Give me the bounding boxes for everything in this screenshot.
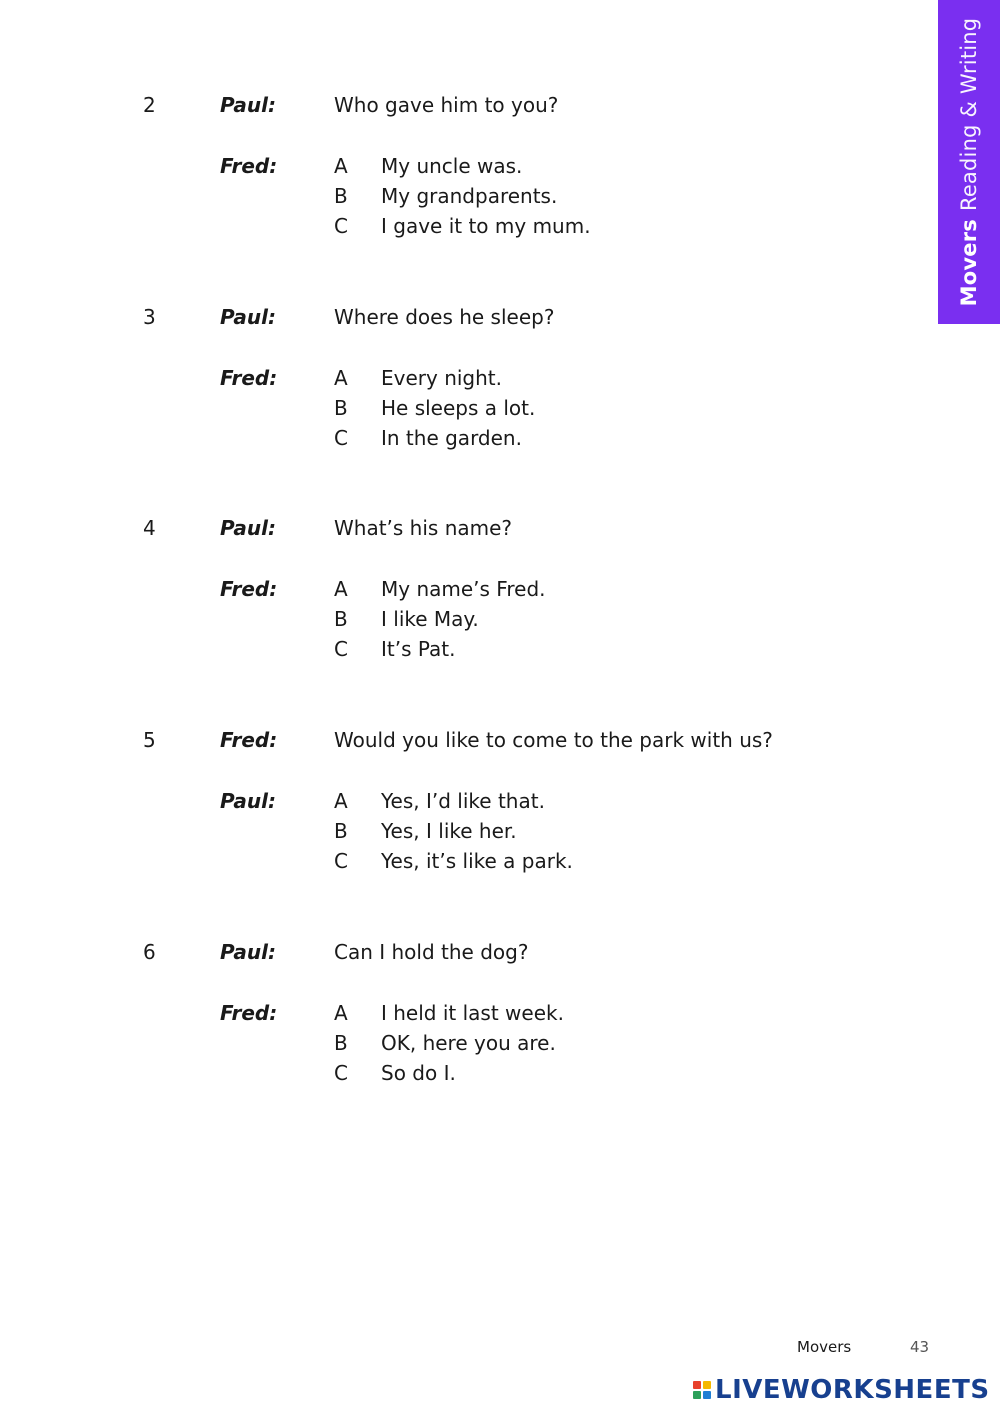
speaker-label: Paul:	[220, 305, 276, 329]
question-prompt-row	[0, 90, 938, 120]
option-text: So do I.	[381, 1061, 456, 1085]
question-prompt-row	[0, 302, 938, 332]
option-letter: B	[334, 1031, 348, 1055]
option-letter: B	[334, 184, 348, 208]
answer-option-c[interactable]	[0, 423, 938, 453]
responder-label: Fred:	[220, 366, 278, 390]
option-text: Yes, it’s like a park.	[381, 849, 573, 873]
question-prompt-row	[0, 937, 938, 967]
question-prompt: Can I hold the dog?	[334, 940, 529, 964]
answer-option-b[interactable]	[0, 604, 938, 634]
answer-option-a[interactable]	[0, 363, 938, 393]
option-letter: C	[334, 849, 348, 873]
question-number: 5	[143, 728, 156, 752]
question-prompt-row	[0, 513, 938, 543]
logo-text: LIVEWORKSHEETS	[715, 1375, 990, 1405]
option-letter: C	[334, 214, 348, 238]
question-prompt: Where does he sleep?	[334, 305, 555, 329]
option-text: My uncle was.	[381, 154, 523, 178]
option-letter: C	[334, 426, 348, 450]
question-prompt: What’s his name?	[334, 516, 513, 540]
question-prompt: Would you like to come to the park with us?	[334, 728, 773, 752]
option-letter: A	[334, 366, 348, 390]
side-tab-section: Reading & Writing	[957, 17, 981, 212]
option-text: I held it last week.	[381, 1001, 564, 1025]
option-letter: B	[334, 819, 348, 843]
answer-option-c[interactable]	[0, 634, 938, 664]
option-letter: C	[334, 637, 348, 661]
side-tab-level: Movers	[957, 219, 981, 307]
option-text: My name’s Fred.	[381, 577, 546, 601]
option-letter: A	[334, 154, 348, 178]
option-letter: B	[334, 607, 348, 631]
question-prompt-row	[0, 725, 938, 755]
answer-option-b[interactable]	[0, 181, 938, 211]
answer-option-a[interactable]	[0, 786, 938, 816]
option-letter: A	[334, 577, 348, 601]
option-letter: A	[334, 1001, 348, 1025]
side-tab	[938, 0, 1000, 324]
answer-option-b[interactable]	[0, 1028, 938, 1058]
option-letter: B	[334, 396, 348, 420]
speaker-label: Paul:	[220, 93, 276, 117]
option-text: He sleeps a lot.	[381, 396, 536, 420]
responder-label: Paul:	[220, 789, 276, 813]
option-text: Yes, I’d like that.	[381, 789, 545, 813]
responder-label: Fred:	[220, 154, 278, 178]
question-number: 6	[143, 940, 156, 964]
question-number: 3	[143, 305, 156, 329]
option-text: I like May.	[381, 607, 479, 631]
liveworksheets-logo-icon	[693, 1381, 711, 1399]
option-letter: A	[334, 789, 348, 813]
option-text: In the garden.	[381, 426, 522, 450]
speaker-label: Paul:	[220, 516, 276, 540]
answer-option-c[interactable]	[0, 1058, 938, 1088]
option-text: Yes, I like her.	[381, 819, 517, 843]
answer-option-a[interactable]	[0, 151, 938, 181]
answer-option-c[interactable]	[0, 846, 938, 876]
question-number: 4	[143, 516, 156, 540]
footer-label: Movers	[797, 1338, 852, 1356]
responder-label: Fred:	[220, 577, 278, 601]
answer-option-a[interactable]	[0, 574, 938, 604]
question-number: 2	[143, 93, 156, 117]
answer-option-a[interactable]	[0, 998, 938, 1028]
question-prompt: Who gave him to you?	[334, 93, 559, 117]
option-text: I gave it to my mum.	[381, 214, 591, 238]
page-number: 43	[910, 1338, 930, 1356]
option-letter: C	[334, 1061, 348, 1085]
side-tab-title	[957, 18, 981, 307]
option-text: It’s Pat.	[381, 637, 456, 661]
responder-label: Fred:	[220, 1001, 278, 1025]
answer-option-b[interactable]	[0, 393, 938, 423]
liveworksheets-logo[interactable]	[693, 1374, 990, 1406]
option-text: My grandparents.	[381, 184, 558, 208]
speaker-label: Paul:	[220, 940, 276, 964]
option-text: OK, here you are.	[381, 1031, 556, 1055]
answer-option-b[interactable]	[0, 816, 938, 846]
answer-option-c[interactable]	[0, 211, 938, 241]
speaker-label: Fred:	[220, 728, 278, 752]
option-text: Every night.	[381, 366, 502, 390]
